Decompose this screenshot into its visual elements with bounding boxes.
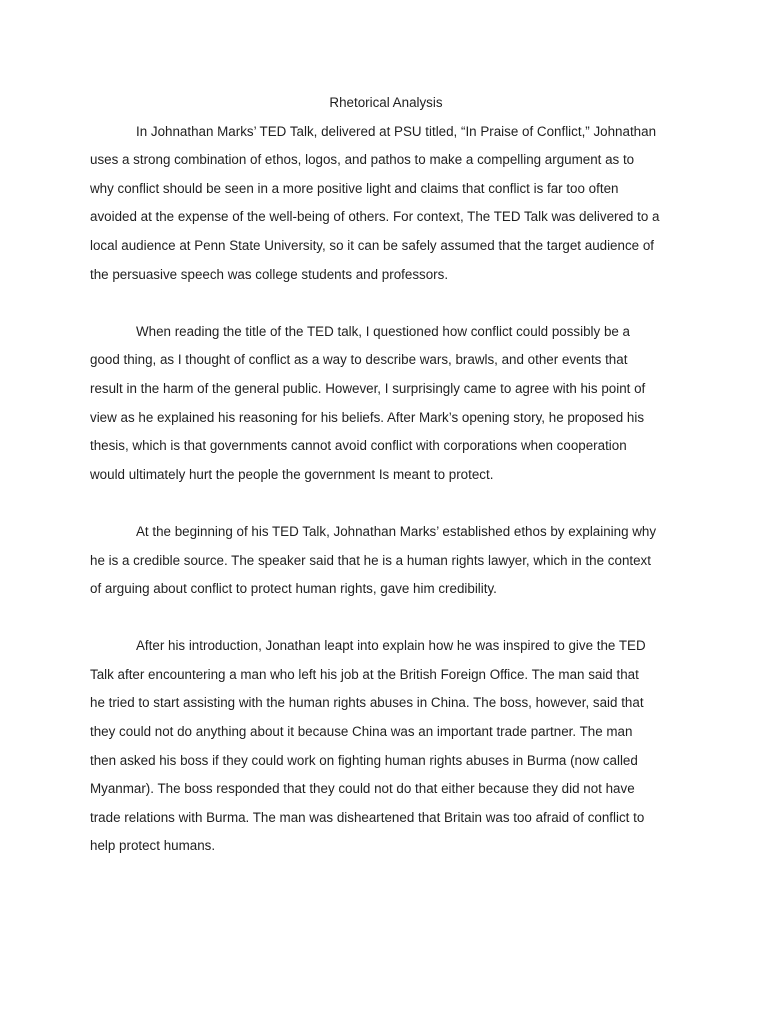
text-line: of arguing about conflict to protect human rights, gave him credibility. (90, 581, 497, 597)
text-line: the persuasive speech was college students and professors. (90, 266, 449, 282)
text-line: After his introduction, Jonathan leapt into explain how he was inspired to give the TED (136, 638, 646, 654)
document-title: Rhetorical Analysis (329, 95, 443, 110)
text-line: Myanmar). The boss responded that they could not do that either because they did not have (90, 781, 635, 797)
text-line: At the beginning of his TED Talk, Johnathan Marks’ established ethos by explaining why (136, 523, 657, 539)
text-line: help protect humans. (90, 838, 216, 854)
paragraph-1 (90, 118, 682, 290)
document-body (90, 89, 682, 861)
text-line: Talk after encountering a man who left his job at the British Foreign Office. The man said that (90, 666, 639, 682)
text-line: why conflict should be seen in a more positive light and claims that conflict is far too often (90, 180, 619, 196)
text-line: thesis, which is that governments cannot avoid conflict with corporations when cooperation (90, 438, 627, 454)
paragraph-3 (90, 518, 682, 604)
text-line: then asked his boss if they could work on fighting human rights abuses in Burma (now called (90, 752, 638, 768)
text-line: would ultimately hurt the people the government Is meant to protect. (90, 466, 494, 482)
text-line: avoided at the expense of the well-being of others. For context, The TED Talk was delivered to a (90, 209, 660, 225)
text-line: good thing, as I thought of conflict as a way to describe wars, brawls, and other events that (90, 352, 628, 368)
text-line: view as he explained his reasoning for his beliefs. After Mark’s opening story, he proposed his (90, 409, 645, 425)
text-line: he is a credible source. The speaker said that he is a human rights lawyer, which in the context (90, 552, 651, 568)
text-line: uses a strong combination of ethos, logos, and pathos to make a compelling argument as to (90, 152, 635, 168)
text-line: he tried to start assisting with the human rights abuses in China. The boss, however, said that (90, 695, 644, 711)
text-line: result in the harm of the general public. However, I surprisingly came to agree with his point of (90, 380, 646, 396)
paragraph-2 (90, 318, 682, 490)
text-line: local audience at Penn State University, so it can be safely assumed that the target audience of (90, 237, 654, 253)
text-line: trade relations with Burma. The man was disheartened that Britain was too afraid of conflict to (90, 809, 645, 825)
text-line: In Johnathan Marks’ TED Talk, delivered at PSU titled, “In Praise of Conflict,” Johnathan (136, 123, 657, 139)
text-line: they could not do anything about it because China was an important trade partner. The man (90, 724, 633, 740)
text-line: When reading the title of the TED talk, I questioned how conflict could possibly be a (136, 323, 631, 339)
paragraph-4 (90, 632, 682, 861)
